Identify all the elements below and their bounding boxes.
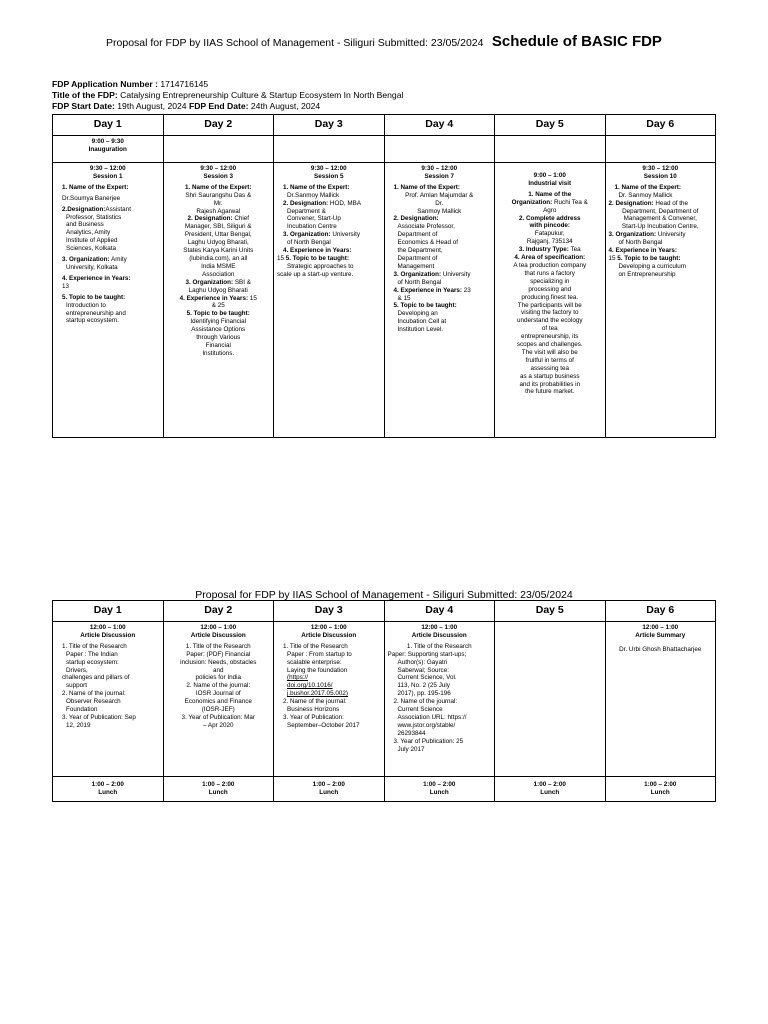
article-label: Article Discussion	[190, 631, 246, 639]
text-line: assessing tea	[530, 364, 569, 372]
day-header: Day 6	[605, 601, 716, 622]
designation-text: HOD, MBA	[328, 199, 362, 207]
text-line: startup ecosystem:	[66, 658, 119, 666]
text-line: entrepreneurship and	[66, 309, 126, 317]
lunch-label: Lunch	[208, 789, 228, 796]
designation-label: 2. Designation:	[187, 215, 233, 223]
text-line: entrepreneurship, its	[521, 333, 579, 341]
day-header-row	[53, 115, 716, 136]
text-line: fruitful in terms of	[525, 356, 574, 364]
text-line: The participants will be	[517, 301, 582, 309]
text-line: Strategic approaches to	[287, 262, 354, 270]
article-time: 12:00 – 1:00	[89, 624, 126, 631]
text-line: Start-Up Incubation Centre,	[621, 223, 699, 231]
experience-value: 15	[248, 294, 257, 302]
text-line: through Various	[196, 334, 241, 342]
proposal-text: Proposal for FDP by IIAS School of Management - Siliguri Submitted: 23/05/2024	[106, 37, 484, 49]
text-line: Business Horizons	[287, 706, 340, 714]
designation-text: Head of the	[653, 199, 688, 207]
lunch-cell	[384, 777, 495, 802]
lunch-label: Lunch	[650, 789, 670, 796]
organization-label: Organization:	[511, 198, 553, 206]
page-header	[0, 33, 768, 51]
text-line: Association	[202, 270, 235, 278]
topic-label: 5. Topic to be taught:	[617, 254, 681, 262]
text-line: Laghu Udyog Bharati	[188, 286, 248, 294]
text-line: policies for India	[195, 674, 241, 682]
text-line: the future market.	[525, 388, 575, 396]
session-time: 9:00 – 1:00	[533, 172, 566, 179]
text-line: 1. Title of the Research	[406, 642, 472, 650]
text-line: and its probabilities in	[519, 380, 581, 388]
day-header: Day 1	[53, 115, 164, 136]
text-line: & 15	[397, 294, 411, 302]
expert-name: Dr. Sanmoy Mallick	[618, 191, 673, 199]
text-line: Department &	[287, 207, 326, 215]
text-line: Paper : From startup to	[287, 650, 352, 658]
text-line: Identifying Financial	[190, 318, 247, 326]
experience-label: 4. Experience in Years:	[179, 294, 249, 302]
text-line: India MSME	[201, 262, 236, 270]
text-line: Department, Department of	[622, 207, 699, 215]
day-header: Day 3	[274, 115, 385, 136]
schedule-title: Schedule of BASIC FDP	[491, 33, 662, 50]
industry-text: Tea	[568, 246, 581, 254]
organization-text: University	[330, 231, 360, 239]
experience-value: 23	[462, 286, 471, 294]
text-line: Rajganj, 735134	[526, 238, 573, 246]
organization-text: SBI &	[233, 278, 251, 286]
doi-link[interactable]: j.bushor.2017.05.002)	[287, 690, 348, 698]
text-line: Associate Professor,	[397, 223, 455, 231]
text-line: Professor, Statistics	[66, 213, 122, 221]
text-line: Institute of Applied	[66, 237, 118, 245]
schedule-table-afternoon	[52, 600, 716, 802]
text-line: Assistance Options	[191, 326, 246, 334]
text-line: Convener, Start-Up	[287, 215, 341, 223]
text-line: 2. Name of the journal:	[283, 698, 347, 706]
designation-text: Chief	[232, 215, 250, 223]
text-line: 3. Year of Publication: Sep	[62, 713, 136, 721]
text-line: 12, 2019	[66, 721, 91, 729]
text-line: 3. Year of Publication: Mar	[181, 713, 255, 721]
proposal-header-2: Proposal for FDP by IIAS School of Management - Siliguri Submitted: 23/05/2024	[195, 589, 573, 601]
text-line: President, Uttar Bengal,	[184, 231, 252, 239]
text-line: as a startup business	[519, 372, 580, 380]
text-line: Department of	[397, 231, 438, 239]
session-cell-day4	[384, 163, 495, 438]
inauguration-label: Inauguration	[88, 145, 127, 153]
text-line: the Department,	[397, 247, 443, 255]
text-line: & 25	[211, 302, 225, 310]
session-time: 9:30 – 12:00	[89, 165, 126, 172]
presenter-name: Dr. Urbi Ghosh Bhattacharjee	[619, 645, 702, 653]
expert-label: 1. Name of the Expert:	[614, 183, 681, 191]
text-line: 113, No. 2 (25 July	[397, 682, 450, 690]
text-line: of North Bengal	[287, 239, 331, 247]
session-label: Session 10	[643, 172, 677, 180]
expert-label: 1. Name of the Expert:	[62, 183, 129, 191]
empty-cell	[605, 136, 716, 163]
text-line: Mr.	[213, 199, 223, 207]
text-line: Sciences, Kolkata	[66, 245, 117, 253]
text-line: 1. Title of the Research	[283, 642, 348, 650]
article-cell-day4	[384, 622, 495, 777]
title-label: Title of the FDP:	[52, 90, 118, 100]
text-line: understand the ecology	[517, 317, 583, 325]
text-line: 2. Name of the journal:	[393, 698, 458, 706]
lunch-cell	[495, 777, 606, 802]
lunch-cell	[53, 777, 164, 802]
topic-label: 5. Topic to be taught:	[62, 293, 126, 301]
lunch-cell	[163, 777, 274, 802]
text-line: on Entrepreneurship	[618, 270, 676, 278]
day-header-row	[53, 601, 716, 622]
day-header: Day 5	[495, 115, 606, 136]
article-label: Article Summary	[635, 631, 686, 639]
text-line: 2. Name of the journal:	[186, 682, 251, 690]
fdp-meta	[52, 79, 403, 112]
start-label: FDP Start Date:	[52, 101, 115, 111]
text-line: (lubindia.com), an all	[189, 254, 248, 262]
article-cell-day2	[163, 622, 274, 777]
text-line: Incubation Centre	[287, 223, 337, 231]
text-line: Analytics, Amity	[66, 229, 111, 237]
lunch-cell	[274, 777, 385, 802]
designation-label: 2. Designation:	[608, 199, 654, 207]
article-label: Article Discussion	[411, 631, 467, 639]
session-cell-day6	[605, 163, 716, 438]
designation-label: 2. Designation:	[393, 215, 439, 223]
session-time: 9:30 – 12:00	[642, 165, 679, 172]
organization-text: University	[441, 270, 471, 278]
session-label: Session 7	[424, 172, 454, 180]
expert-label: 1. Name of the Expert:	[393, 183, 460, 191]
text-line: Management & Convener,	[623, 215, 697, 223]
day-header: Day 6	[605, 115, 716, 136]
lunch-time: 1:00 – 2:00	[202, 781, 235, 789]
text-line: processing and	[528, 285, 572, 293]
text-line: Dr.	[435, 199, 444, 207]
day-header: Day 2	[163, 115, 274, 136]
article-cell-day3	[274, 622, 385, 777]
text-line: support	[66, 682, 88, 690]
experience-label: 4. Experience in Years:	[608, 247, 677, 255]
expert-label: 1. Name of the Expert:	[185, 183, 252, 191]
text-line: and Business	[66, 221, 104, 229]
article-label: Article Discussion	[80, 631, 136, 639]
text-line: startup ecosystem.	[66, 317, 119, 325]
session-label: Session 5	[314, 172, 344, 180]
day-header: Day 5	[495, 601, 606, 622]
designation-label: 2.Designation:	[62, 205, 106, 213]
text-line: Paper: Supporting start-ups;	[387, 650, 467, 658]
text-line: Author(s): Gayatri	[397, 658, 448, 666]
session-row	[53, 163, 716, 438]
article-time: 12:00 – 1:00	[421, 624, 458, 631]
day-header: Day 3	[274, 601, 385, 622]
session-label: Session 1	[93, 172, 123, 180]
session-time: 9:30 – 12:00	[421, 165, 458, 172]
lunch-row	[53, 777, 716, 802]
experience-value: 13	[62, 282, 70, 290]
text-line: inclusion: Needs, obstacles	[180, 658, 257, 666]
experience-label: 4. Experience in Years:	[283, 247, 352, 255]
expert-name: Dr.Sanmoy Mallick	[287, 191, 340, 199]
text-line: Laghu Udyog Bharati,	[187, 239, 249, 247]
text-line: 2. Name of the journal:	[62, 690, 126, 698]
text-line: scopes and challenges.	[516, 341, 583, 349]
text-line: Management	[397, 262, 435, 270]
article-cell-day6	[605, 622, 716, 777]
organization-text: Ruchi Tea &	[552, 198, 588, 206]
session-cell-day3	[274, 163, 385, 438]
text-line: Department of	[397, 254, 438, 262]
text-line: and	[212, 666, 224, 674]
text-line: 1. Title of the Research	[185, 642, 251, 650]
organization-label: 3. Organization:	[62, 256, 110, 264]
text-line: 2017), pp. 195-196	[397, 690, 451, 698]
text-line: scale up a start-up venture.	[277, 270, 354, 278]
organization-label: 3. Organization:	[608, 231, 657, 239]
topic-label: 5. Topic to be taught:	[285, 254, 349, 262]
text-line: 26293844	[397, 729, 426, 737]
inauguration-time: 9:00 – 9:30	[91, 138, 124, 145]
text-line: IOSR Journal of	[195, 690, 241, 698]
experience-value: 15	[277, 254, 286, 262]
text-line: Foundation	[66, 706, 98, 714]
app-number: 1714716145	[160, 79, 209, 89]
topic-label: 5. Topic to be taught:	[393, 302, 457, 310]
text-line: Sanmoy Mallick	[417, 207, 462, 215]
article-label: Article Discussion	[301, 631, 357, 639]
session-cell-day2	[163, 163, 274, 438]
article-row	[53, 622, 716, 777]
lunch-time: 1:00 – 2:00	[533, 781, 566, 789]
organization-label: 3. Organization:	[393, 270, 442, 278]
text-line: – Apr 2020	[203, 721, 234, 729]
empty-cell	[384, 136, 495, 163]
text-line: Financial	[205, 341, 231, 349]
text-line: Association URL: https://	[397, 713, 467, 721]
inauguration-row	[53, 136, 716, 163]
session-label: Industrial visit	[528, 179, 572, 187]
text-line: Drivers,	[66, 666, 88, 674]
text-line: Paper : The Indian	[66, 650, 118, 658]
organization-label: 3. Organization:	[283, 231, 331, 239]
organization-text: Amity	[109, 256, 127, 264]
text-line: 3. Year of Publication: 25	[393, 737, 464, 745]
session-time: 9:30 – 12:00	[310, 165, 347, 172]
end-date: 24th August, 2024	[250, 101, 321, 111]
text-line: Fatapukur,	[534, 230, 565, 238]
text-line: Institution Level.	[397, 326, 444, 334]
text-line: Developing an	[397, 310, 438, 318]
text-line: scalable enterprise:	[287, 658, 342, 666]
lunch-label: Lunch	[429, 789, 449, 796]
text-line: 1. Title of the Research	[62, 642, 127, 650]
lunch-time: 1:00 – 2:00	[644, 781, 677, 789]
inauguration-cell	[53, 136, 164, 163]
text-line: challenges and pillars of	[62, 674, 130, 682]
text-line: The visit will also be	[521, 348, 578, 356]
text-line: of North Bengal	[397, 278, 442, 286]
lunch-time: 1:00 – 2:00	[312, 781, 345, 789]
lunch-time: 1:00 – 2:00	[91, 781, 124, 789]
organization-label: 3. Organization:	[185, 278, 234, 286]
text-line: A tea production company	[513, 261, 587, 269]
article-time: 12:00 – 1:00	[310, 624, 347, 631]
end-label: FDP End Date:	[188, 101, 249, 111]
day-header: Day 2	[163, 601, 274, 622]
text-line: 3. Year of Publication:	[283, 713, 344, 721]
pincode-label: with pincode:	[529, 222, 571, 230]
article-time: 12:00 – 1:00	[642, 624, 679, 631]
doi-link[interactable]: (https://	[287, 674, 308, 682]
text-line: Current Science	[397, 706, 443, 714]
article-time: 12:00 – 1:00	[200, 624, 237, 631]
text-line: Saberwal; Source:	[397, 666, 449, 674]
text-line: University, Kolkata	[66, 263, 118, 271]
lunch-time: 1:00 – 2:00	[423, 781, 456, 789]
text-line: producing finest tea.	[521, 293, 579, 301]
lunch-label: Lunch	[319, 789, 339, 796]
text-line: visiting the factory to	[521, 309, 579, 317]
start-date: 19th August, 2024	[117, 101, 187, 111]
text-line: www.jstor.org/stable/	[397, 721, 456, 729]
text-line: Economics and Finance	[184, 698, 252, 706]
text-line: Observer Research	[66, 698, 121, 706]
text-line: specializing in	[530, 277, 570, 285]
fdp-title: Catalysing Entrepreneurship Culture & Startup Ecosystem In North Bengal	[120, 90, 404, 100]
text-line: September–October 2017	[287, 721, 360, 729]
text-line: Rajesh Agarwal	[196, 207, 241, 215]
session-label: Session 3	[203, 172, 233, 180]
text-line: Institutions.	[202, 349, 235, 357]
specification-label: 4. Area of specification:	[514, 254, 586, 262]
designation-label: 2. Designation:	[283, 199, 329, 207]
text-line: Paper: (PDF) Financial	[186, 650, 251, 658]
day-header: Day 4	[384, 601, 495, 622]
expert-name: Dr.Soumya Banerjee	[62, 194, 121, 202]
experience-label: 4. Experience in Years:	[62, 274, 131, 282]
organization-text: University	[656, 231, 686, 239]
text-line: Current Science, Vol.	[397, 674, 457, 682]
lunch-label: Lunch	[98, 789, 118, 796]
text-line: that runs a factory	[524, 269, 575, 277]
day-header: Day 1	[53, 601, 164, 622]
empty-cell	[163, 136, 274, 163]
doi-link[interactable]: doi.org/10.1016/	[287, 682, 333, 690]
text-line: States Karya Karini Units	[183, 247, 254, 255]
lunch-cell	[605, 777, 716, 802]
empty-cell	[495, 622, 606, 777]
expert-label: 1. Name of the Expert:	[283, 183, 350, 191]
address-label: 2. Complete address	[518, 214, 581, 222]
text-line: Introduction to	[66, 301, 106, 309]
text-line: Developing a curriculum	[618, 262, 687, 270]
text-line: Laying the foundation	[287, 666, 348, 674]
day-header: Day 4	[384, 115, 495, 136]
experience-value: 15	[608, 254, 618, 262]
text-line: Manager, SBI, Siliguri &	[185, 223, 252, 231]
article-cell-day1	[53, 622, 164, 777]
text-line: Shri Saurangshu Das &	[185, 191, 252, 199]
session-cell-day1	[53, 163, 164, 438]
text-line: of tea	[541, 325, 558, 333]
topic-label: 5. Topic to be taught:	[186, 310, 250, 318]
text-line: of North Bengal	[618, 239, 663, 247]
designation-text: Assistant	[105, 205, 131, 213]
text-line: (IOSR-JEF)	[201, 706, 235, 714]
app-number-label: FDP Application Number :	[52, 79, 158, 89]
text-line: Prof. Amlan Majumdar &	[405, 191, 474, 199]
empty-cell	[274, 136, 385, 163]
experience-label: 4. Experience in Years:	[393, 286, 462, 294]
organization-name-label: 1. Name of the	[528, 190, 572, 198]
lunch-label: Lunch	[540, 789, 560, 796]
industry-label: 3. Industry Type:	[518, 246, 569, 254]
text-line: Agro	[543, 206, 557, 214]
session-time: 9:30 – 12:00	[200, 165, 237, 172]
text-line: Incubation Cell at	[397, 318, 447, 326]
session-cell-day5	[495, 163, 606, 438]
empty-cell	[495, 136, 606, 163]
text-line: Economics & Head of	[397, 239, 459, 247]
schedule-table-morning	[52, 114, 716, 438]
text-line: July 2017	[397, 745, 425, 753]
